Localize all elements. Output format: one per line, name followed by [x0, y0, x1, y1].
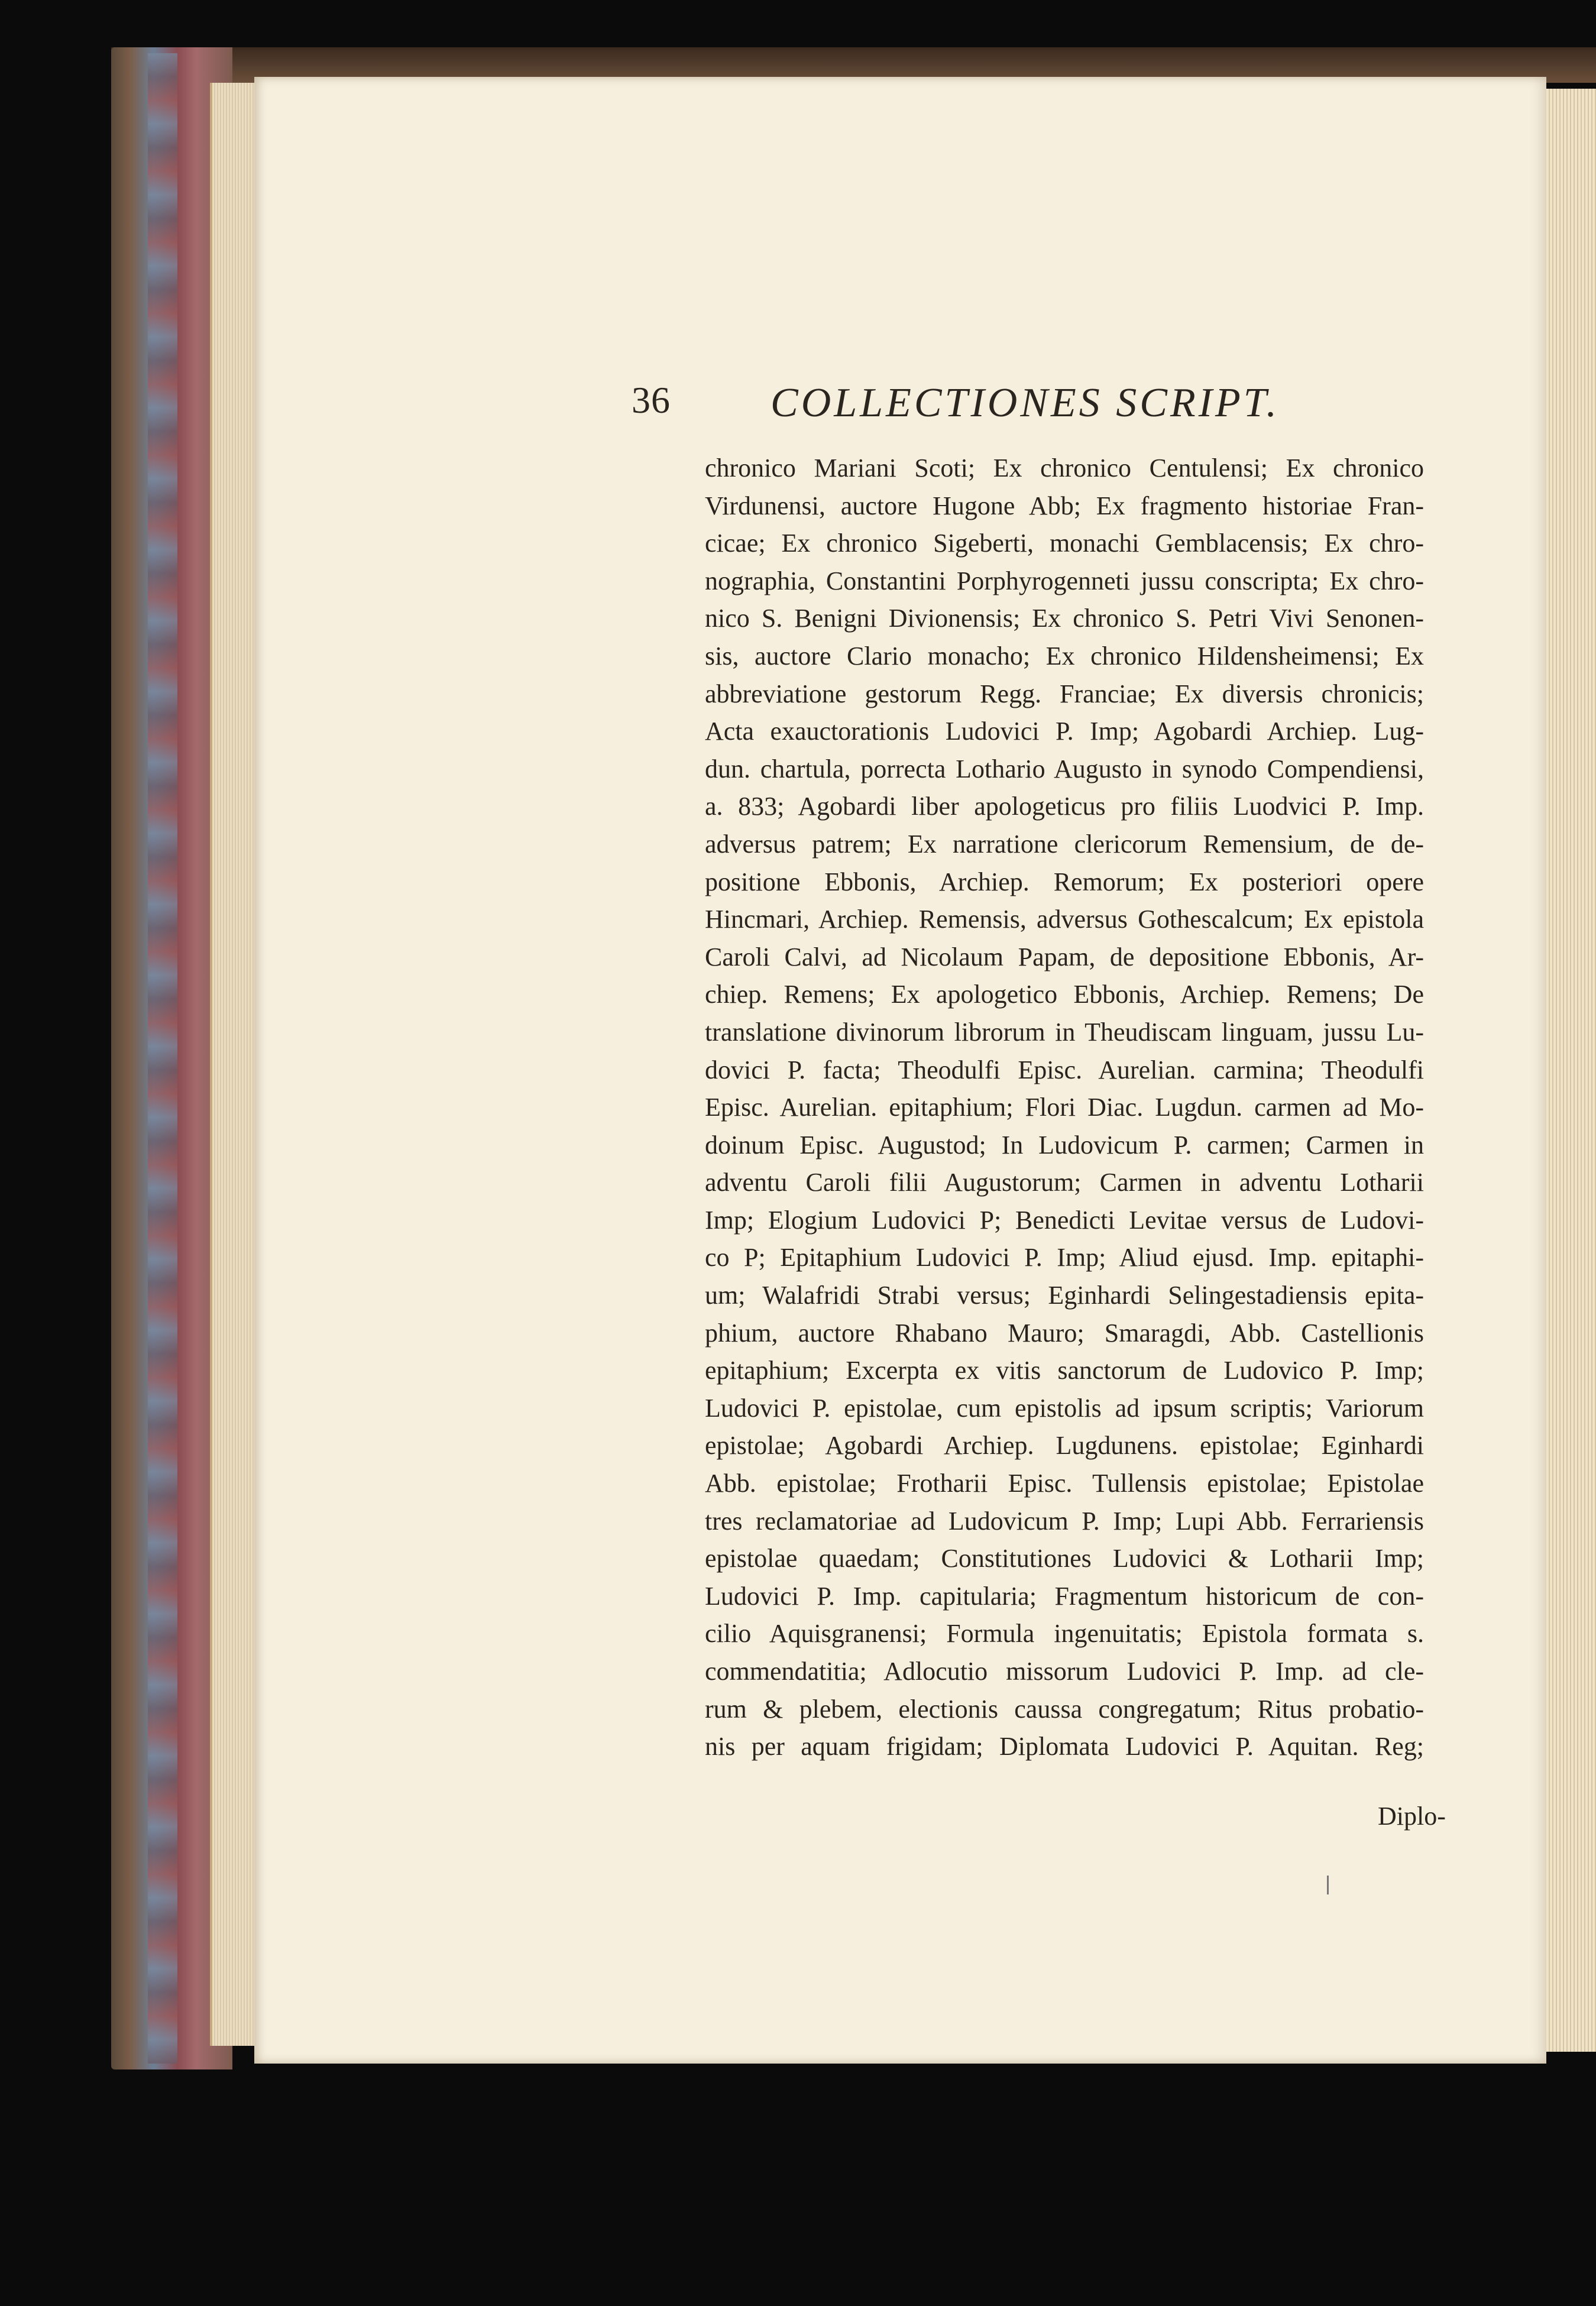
- text-line: dovici P. facta; Theodulfi Episc. Aurelian. carmina; Theodulfi: [705, 1055, 1424, 1084]
- text-line: nographia, Constantini Porphyrogenneti jussu conscripta; Ex chro-: [705, 566, 1424, 595]
- text-line: abbreviatione gestorum Regg. Franciae; Ex diversis chronicis;: [705, 679, 1424, 708]
- text-line: Virdunensi, auctore Hugone Abb; Ex fragmento historiae Fran-: [705, 491, 1424, 520]
- text-line: cicae; Ex chronico Sigeberti, monachi Gemblacensis; Ex chro-: [705, 529, 1424, 558]
- text-line: co P; Epitaphium Ludovici P. Imp; Aliud ejusd. Imp. epitaphi-: [705, 1243, 1424, 1272]
- text-line: Hincmari, Archiep. Remensis, adversus Gothescalcum; Ex epistola: [705, 905, 1424, 934]
- text-line: Abb. epistolae; Frotharii Episc. Tullensis epistolae; Epistolae: [705, 1469, 1424, 1498]
- text-line: cilio Aquisgranensi; Formula ingenuitatis; Epistola formata s.: [705, 1619, 1424, 1648]
- text-line: Episc. Aurelian. epitaphium; Flori Diac. Lugdun. carmen ad Mo-: [705, 1093, 1424, 1122]
- text-line: translatione divinorum librorum in Theudiscam linguam, jussu Lu-: [705, 1017, 1424, 1047]
- text-line: epitaphium; Excerpta ex vitis sanctorum de Ludovico P. Imp;: [705, 1356, 1424, 1385]
- text-line: epistolae quaedam; Constitutiones Ludovici & Lotharii Imp;: [705, 1544, 1424, 1573]
- text-line: epistolae; Agobardi Archiep. Lugdunens. epistolae; Eginhardi: [705, 1431, 1424, 1460]
- text-line: Acta exauctorationis Ludovici P. Imp; Agobardi Archiep. Lug-: [705, 717, 1424, 746]
- running-head-title: COLLECTIONES SCRIPT.: [771, 380, 1280, 426]
- text-line: tres reclamatoriae ad Ludovicum P. Imp; Lupi Abb. Ferrariensis: [705, 1506, 1424, 1536]
- page-number: 36: [632, 379, 671, 421]
- catchword: Diplo-: [1378, 1802, 1446, 1831]
- text-line: chiep. Remens; Ex apologetico Ebbonis, Archiep. Remens; De: [705, 980, 1424, 1009]
- pencil-mark: [1327, 1876, 1329, 1894]
- text-line: sis, auctore Clario monacho; Ex chronico Hildensheimensi; Ex: [705, 641, 1424, 671]
- text-line: adventu Caroli filii Augustorum; Carmen in adventu Lotharii: [705, 1168, 1424, 1197]
- text-line: rum & plebem, electionis caussa congregatum; Ritus probatio-: [705, 1694, 1424, 1724]
- text-line: Caroli Calvi, ad Nicolaum Papam, de depositione Ebbonis, Ar-: [705, 942, 1424, 971]
- text-line: a. 833; Agobardi liber apologeticus pro filiis Luodvici P. Imp.: [705, 792, 1424, 821]
- left-page-edges: [210, 83, 260, 2046]
- running-head: [632, 368, 1377, 433]
- text-line: nico S. Benigni Divionensis; Ex chronico S. Petri Vivi Senonen-: [705, 604, 1424, 633]
- marbled-cover-pattern: [148, 53, 177, 2064]
- text-line: dun. chartula, porrecta Lothario Augusto in synodo Compendiensi,: [705, 754, 1424, 783]
- text-line: Ludovici P. Imp. capitularia; Fragmentum historicum de con-: [705, 1581, 1424, 1611]
- text-line: positione Ebbonis, Archiep. Remorum; Ex posteriori opere: [705, 867, 1424, 896]
- text-line: adversus patrem; Ex narratione clericorum Remensium, de de-: [705, 829, 1424, 859]
- text-line: nis per aquam frigidam; Diplomata Ludovici P. Aquitan. Reg;: [705, 1732, 1424, 1761]
- text-line: doinum Episc. Augustod; In Ludovicum P. carmen; Carmen in: [705, 1130, 1424, 1160]
- text-line: Imp; Elogium Ludovici P; Benedicti Levitae versus de Ludovi-: [705, 1205, 1424, 1235]
- right-page-edges: [1546, 89, 1596, 2052]
- text-line: commendatitia; Adlocutio missorum Ludovici P. Imp. ad cle-: [705, 1657, 1424, 1686]
- text-line: chronico Mariani Scoti; Ex chronico Centulensi; Ex chronico: [705, 454, 1424, 482]
- text-line: phium, auctore Rhabano Mauro; Smaragdi, Abb. Castellionis: [705, 1318, 1424, 1348]
- text-line: um; Walafridi Strabi versus; Eginhardi Selingestadiensis epita-: [705, 1281, 1424, 1310]
- text-line: Ludovici P. epistolae, cum epistolis ad ipsum scriptis; Variorum: [705, 1393, 1424, 1423]
- body-text: [705, 449, 1424, 1766]
